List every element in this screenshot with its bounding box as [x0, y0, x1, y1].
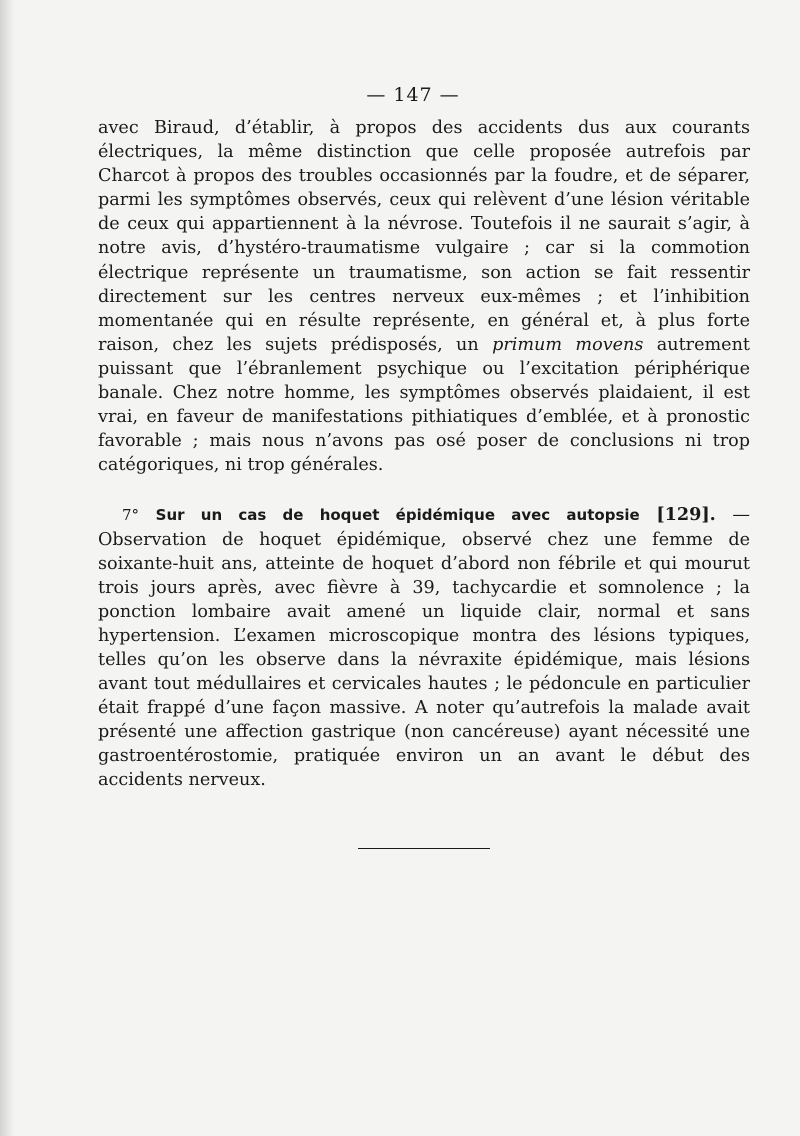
item-text: — Observation de hoquet épidémique, observé chez une femme de soixante-huit ans, atteinte de hoquet d’abord non fébrile et qui mourut trois jours après, avec fièvre à 39, tachycardie et somnolence ; la ponction lombaire avait amené un liquide clair, normal et sans hypertension. L’examen microscopique montra des lésions typiques, telles qu’on les observe dans la névraxite épidémique, mais lésions avant tout médullaires et cervicales hautes ; le pédoncule en particulier était frappé d’une façon massive. A noter qu’autrefois la malade avait présenté une affection gastrique (non cancéreuse) ayant nécessité une gastroentérostomie, pratiquée environ un an avant le début des accidents nerveux. [98, 505, 751, 791]
page-number: — 147 — [366, 84, 460, 106]
paragraph-text-before-italic: avec Biraud, d’établir, à propos des accidents dus aux courants électriques, la même distinction que celle proposée autrefois par Charcot à propos des troubles occasionnés par la foudre, et de séparer, parmi les symptômes observés, ceux qui relèvent d’une lésion véritable de ceux qui appartiennent à la névrose. Toutefois il ne saurait s’agir, à notre avis, d’hystéro-traumatisme vulgaire ; car si la commotion électrique représente un traumatisme, son action se fait ressentir directement sur les centres nerveux eux-mêmes ; et l’inhibition momentanée qui en résulte représente, en général et, à plus forte raison, chez les sujets prédisposés, un [98, 118, 750, 355]
page-edge-shadow [0, 0, 14, 1136]
paragraph-item-7 [98, 503, 750, 792]
body-text [98, 116, 750, 793]
latin-phrase: primum movens [492, 334, 644, 355]
paragraph-text-after-italic: autrement puissant que l’ébranlement psychique ou l’excitation périphérique banale. Chez notre homme, les symptômes observés plaidaient, il est vrai, en faveur de manifestations pithiatiques d’emblée, et à pronostic favorable ; mais nous n’avons pas osé poser de conclusions ni trop catégoriques, ni trop générales. [98, 334, 750, 476]
end-rule-divider [358, 848, 490, 849]
reference-number: [129]. [656, 504, 716, 526]
paragraph-continuation [98, 116, 750, 477]
item-number: 7° [122, 506, 140, 525]
item-title: Sur un cas de hoquet épidémique avec autopsie [155, 506, 640, 525]
